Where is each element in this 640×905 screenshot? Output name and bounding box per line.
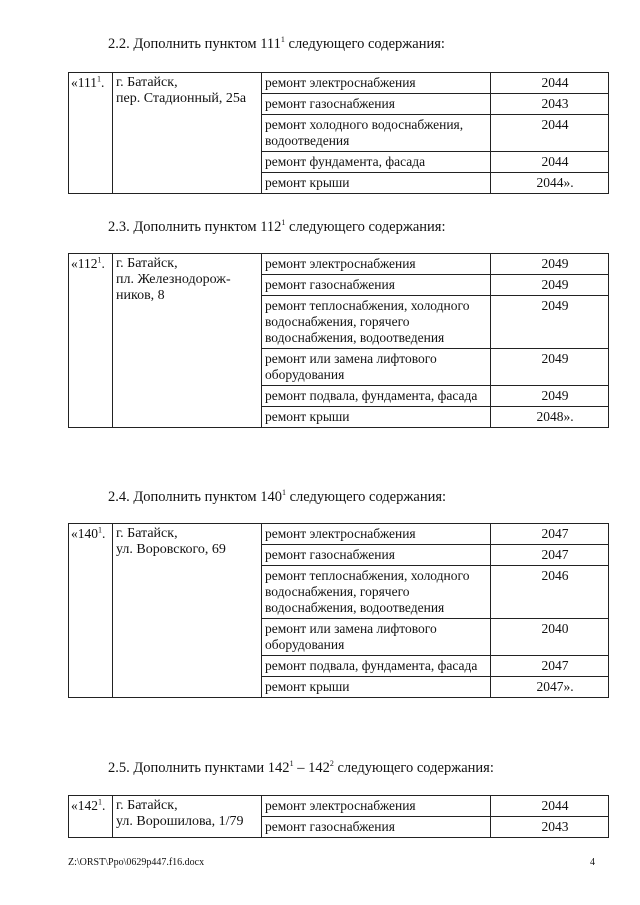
item-number: «$140^1$. (69, 524, 113, 698)
work-cell: ремонт подвала, фундамента, фасада (262, 386, 491, 407)
spec-table (68, 72, 609, 194)
year-cell: 2043 (491, 94, 609, 115)
year-cell: 2044 (491, 73, 609, 94)
year-cell: 2049 (491, 296, 609, 349)
section-heading: 2.5. Дополнить пунктами $142^1 - 142^2$ следующего содержания: (108, 759, 494, 776)
year-cell: 2044 (491, 152, 609, 173)
item-address: г. Батайск, ул. Ворошилова, 1/79 (113, 796, 262, 838)
work-cell: ремонт газоснабжения (262, 817, 491, 838)
year-cell: 2048». (491, 407, 609, 428)
work-cell: ремонт электроснабжения (262, 796, 491, 817)
work-cell: ремонт электроснабжения (262, 73, 491, 94)
year-cell: 2047 (491, 545, 609, 566)
item-address: г. Батайск, ул. Воровского, 69 (113, 524, 262, 698)
spec-table (68, 795, 609, 838)
work-cell: ремонт или замена лифтового оборудования (262, 619, 491, 656)
work-cell: ремонт или замена лифтового оборудования (262, 349, 491, 386)
year-cell: 2043 (491, 817, 609, 838)
item-number: «$112^1$. (69, 254, 113, 428)
year-cell: 2047 (491, 524, 609, 545)
work-cell: ремонт электроснабжения (262, 254, 491, 275)
year-cell: 2049 (491, 386, 609, 407)
item-number: «$111^1$. (69, 73, 113, 194)
year-cell: 2040 (491, 619, 609, 656)
section-heading: 2.3. Дополнить пунктом $112^1$ следующего содержания: (108, 218, 446, 235)
year-cell: 2046 (491, 566, 609, 619)
item-address: г. Батайск, пл. Железнодорож- ников, 8 (113, 254, 262, 428)
work-cell: ремонт крыши (262, 677, 491, 698)
work-cell: ремонт газоснабжения (262, 94, 491, 115)
year-cell: 2047 (491, 656, 609, 677)
work-cell: ремонт теплоснабжения, холодного водоснабжения, горячего водоснабжения, водоотведения (262, 566, 491, 619)
year-cell: 2049 (491, 275, 609, 296)
year-cell: 2044 (491, 115, 609, 152)
year-cell: 2049 (491, 254, 609, 275)
work-cell: ремонт крыши (262, 407, 491, 428)
work-cell: ремонт теплоснабжения, холодного водоснабжения, горячего водоснабжения, водоотведения (262, 296, 491, 349)
year-cell: 2049 (491, 349, 609, 386)
work-cell: ремонт электроснабжения (262, 524, 491, 545)
work-cell: ремонт холодного водоснабжения, водоотведения (262, 115, 491, 152)
year-cell: 2044». (491, 173, 609, 194)
spec-table (68, 523, 609, 698)
section-heading: 2.4. Дополнить пунктом $140^1$ следующего содержания: (108, 488, 447, 505)
work-cell: ремонт газоснабжения (262, 545, 491, 566)
work-cell: ремонт крыши (262, 173, 491, 194)
page-number: 4 (590, 857, 595, 868)
year-cell: 2044 (491, 796, 609, 817)
footer-file-path: Z:\ORST\Ppo\0629p447.f16.docx (68, 857, 205, 868)
section-heading: 2.2. Дополнить пунктом $111^1$ следующего содержания: (108, 35, 445, 52)
work-cell: ремонт газоснабжения (262, 275, 491, 296)
work-cell: ремонт подвала, фундамента, фасада (262, 656, 491, 677)
item-number: «$142^1$. (69, 796, 113, 838)
work-cell: ремонт фундамента, фасада (262, 152, 491, 173)
item-address: г. Батайск, пер. Стадионный, 25а (113, 73, 262, 194)
year-cell: 2047». (491, 677, 609, 698)
spec-table (68, 253, 609, 428)
